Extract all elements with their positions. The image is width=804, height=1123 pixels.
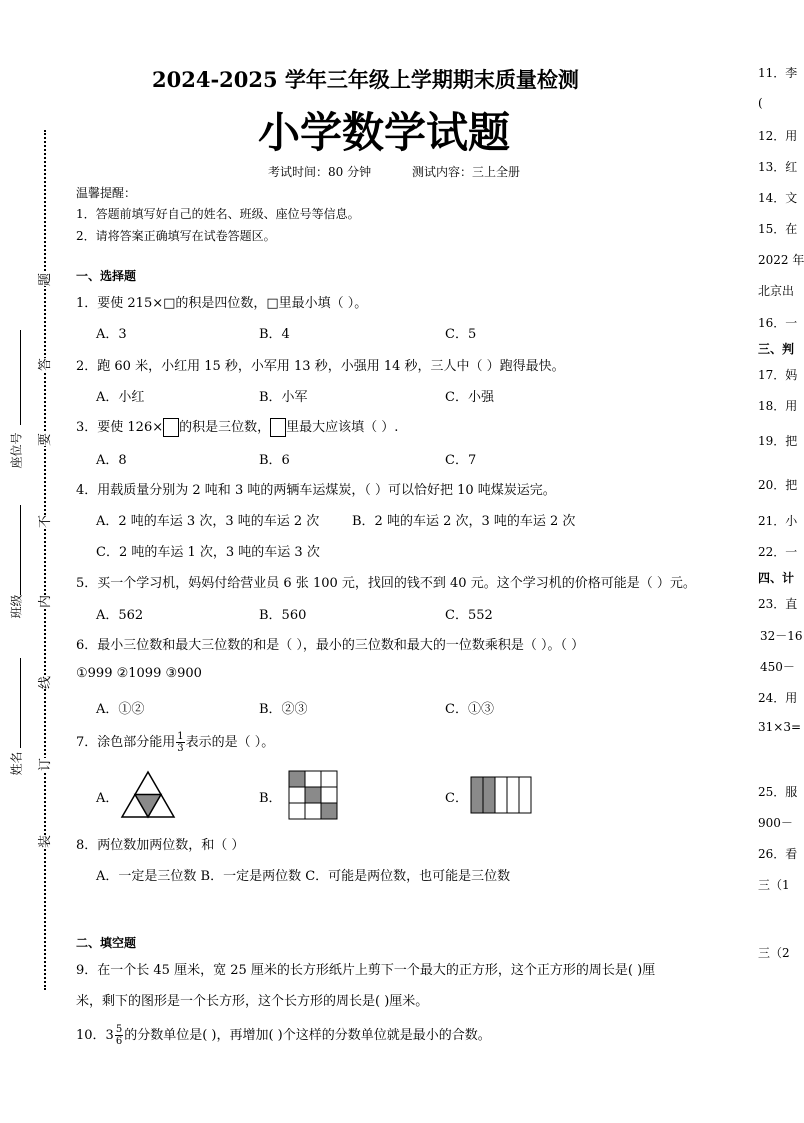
fraction-denominator: 3 bbox=[177, 743, 184, 754]
bar-figure bbox=[470, 776, 532, 814]
tips-heading: 温馨提醒： bbox=[76, 186, 137, 200]
grid-figure bbox=[288, 770, 338, 820]
q1-option-a[interactable]: A．3 bbox=[96, 327, 127, 342]
section-title: 二、填空题 bbox=[76, 936, 137, 950]
q5-option-c[interactable]: C．552 bbox=[445, 608, 493, 623]
right-col-item: 15．在 bbox=[758, 222, 798, 236]
binding-char: 线 bbox=[34, 676, 53, 689]
q10-text-pre: 10．3 bbox=[76, 1028, 114, 1043]
right-col-item: 四、计 bbox=[758, 571, 795, 585]
question-7 bbox=[76, 731, 274, 754]
right-col-item: 16．一 bbox=[758, 316, 798, 330]
question-4: 4．用载质量分别为 2 吨和 3 吨的两辆车运煤炭，（ ）可以恰好把 10 吨煤炭运完。 bbox=[76, 483, 556, 498]
q7-text-post: 表示的是（ ）。 bbox=[185, 735, 275, 750]
right-col-item: 19．把 bbox=[758, 434, 798, 448]
exam-scope: 测试内容：三上全册 bbox=[412, 165, 521, 179]
right-col-item: 13．红 bbox=[758, 160, 798, 174]
right-col-item: 900－ bbox=[758, 816, 793, 830]
right-col-item: 24．用 bbox=[758, 691, 798, 705]
q3-option-b[interactable]: B．6 bbox=[259, 453, 290, 468]
q3-option-a[interactable]: A．8 bbox=[96, 453, 127, 468]
question-9-cont: 米，剩下的图形是一个长方形，这个长方形的周长是( )厘米。 bbox=[76, 994, 429, 1009]
fraction-numerator: 5 bbox=[115, 1024, 123, 1035]
seat-blank-line[interactable] bbox=[20, 330, 21, 425]
q7-option-a[interactable]: A． bbox=[96, 791, 119, 806]
q6-option-b[interactable]: B．②③ bbox=[259, 702, 308, 717]
q7-text-pre: 7．涂色部分能用 bbox=[76, 735, 176, 750]
tip-item: 2．请将答案正确填写在试卷答题区。 bbox=[76, 229, 276, 243]
binding-char: 不 bbox=[34, 515, 53, 528]
fraction bbox=[176, 731, 184, 754]
right-col-item: 31×3= bbox=[758, 720, 802, 734]
triangle-figure bbox=[120, 770, 176, 820]
name-label: 姓名 bbox=[9, 751, 24, 776]
seat-label: 座位号 bbox=[9, 432, 24, 469]
question-8: 8．两位数加两位数，和（ ） bbox=[76, 838, 245, 853]
q2-option-b[interactable]: B．小军 bbox=[259, 390, 308, 405]
class-label: 班级 bbox=[9, 594, 24, 619]
binding-char: 要 bbox=[34, 433, 53, 446]
main-title: 小学数学试题 bbox=[258, 108, 511, 157]
q3-text-post: 里最大应该填（ ）. bbox=[286, 420, 399, 435]
binding-char: 装 bbox=[34, 835, 53, 848]
binding-char: 题 bbox=[34, 273, 53, 286]
fraction-denominator: 6 bbox=[115, 1036, 123, 1047]
q2-option-c[interactable]: C．小强 bbox=[445, 390, 494, 405]
q8-options[interactable]: A．一定是三位数 B．一定是两位数 C．可能是两位数，也可能是三位数 bbox=[96, 869, 511, 884]
answer-box bbox=[270, 418, 286, 437]
q7-option-b[interactable]: B． bbox=[259, 791, 282, 806]
q10-text-post: 的分数单位是( )，再增加( )个这样的分数单位就是最小的合数。 bbox=[124, 1028, 491, 1043]
fraction-numerator: 1 bbox=[177, 731, 184, 742]
right-col-item: 2022 年 bbox=[758, 253, 804, 267]
right-col-item: 26．看 bbox=[758, 847, 798, 861]
right-col-item: 三（1 bbox=[758, 878, 790, 892]
right-col-item: 12．用 bbox=[758, 129, 798, 143]
right-col-item: 17．妈 bbox=[758, 368, 798, 382]
question-2: 2．跑 60 米，小红用 15 秒，小军用 13 秒，小强用 14 秒，三人中（ ）跑得最快。 bbox=[76, 359, 565, 374]
tip-item: 1．答题前填写好自己的姓名、班级、座位号等信息。 bbox=[76, 207, 360, 221]
q2-option-a[interactable]: A．小红 bbox=[96, 390, 145, 405]
right-col-item: 32－16 bbox=[760, 629, 803, 643]
right-col-item: 三、判 bbox=[758, 342, 795, 356]
right-col-item: 25．服 bbox=[758, 785, 798, 799]
question-9: 9．在一个长 45 厘米，宽 25 厘米的长方形纸片上剪下一个最大的正方形，这个正方形的周长是( )厘 bbox=[76, 963, 656, 978]
answer-box bbox=[163, 418, 179, 437]
q7-option-c[interactable]: C． bbox=[445, 791, 468, 806]
right-col-item: 11．李 bbox=[758, 66, 798, 80]
name-blank-line[interactable] bbox=[20, 658, 21, 748]
question-10 bbox=[76, 1024, 491, 1047]
q5-option-a[interactable]: A．562 bbox=[96, 608, 144, 623]
q3-text-mid: 的积是三位数， bbox=[179, 420, 271, 435]
q1-option-b[interactable]: B．4 bbox=[259, 327, 290, 342]
binding-char: 内 bbox=[34, 595, 53, 608]
right-col-item: 18．用 bbox=[758, 399, 798, 413]
class-blank-line[interactable] bbox=[20, 505, 21, 595]
q4-option-b[interactable]: B．2 吨的车运 2 次，3 吨的车运 2 次 bbox=[352, 514, 576, 529]
right-col-item: 20．把 bbox=[758, 478, 798, 492]
right-col-item: 21．小 bbox=[758, 514, 798, 528]
fraction bbox=[115, 1024, 123, 1047]
right-col-item: 22．一 bbox=[758, 545, 798, 559]
right-col-item: ( bbox=[758, 96, 763, 110]
q1-option-c[interactable]: C．5 bbox=[445, 327, 477, 342]
q5-option-b[interactable]: B．560 bbox=[259, 608, 307, 623]
q3-text-pre: 3．要使 126× bbox=[76, 420, 164, 435]
section-title: 一、选择题 bbox=[76, 269, 137, 283]
right-col-item: 450－ bbox=[760, 660, 795, 674]
q4-option-c[interactable]: C．2 吨的车运 1 次，3 吨的车运 3 次 bbox=[96, 545, 320, 560]
q6-option-a[interactable]: A．①② bbox=[96, 702, 145, 717]
question-3 bbox=[76, 416, 398, 437]
q3-option-c[interactable]: C．7 bbox=[445, 453, 477, 468]
binding-line bbox=[44, 130, 46, 990]
question-1: 1．要使 215×□的积是四位数，□里最小填（ ）。 bbox=[76, 296, 368, 311]
right-col-item: 北京出 bbox=[758, 284, 795, 298]
right-col-item: 23．直 bbox=[758, 597, 798, 611]
q6-choices: ①999 ②1099 ③900 bbox=[76, 666, 202, 681]
question-6: 6．最小三位数和最大三位数的和是（ ），最小的三位数和最大的一位数乘积是（ ）。（ ） bbox=[76, 638, 585, 653]
binding-char: 答 bbox=[34, 358, 53, 371]
right-col-item: 三（2 bbox=[758, 946, 790, 960]
exam-time: 考试时间：80 分钟 bbox=[268, 165, 372, 179]
q4-option-a[interactable]: A．2 吨的车运 3 次，3 吨的车运 2 次 bbox=[96, 514, 320, 529]
exam-title: 2024-2025 学年三年级上学期期末质量检测 bbox=[152, 67, 579, 92]
q6-option-c[interactable]: C．①③ bbox=[445, 702, 494, 717]
right-col-item: 14．文 bbox=[758, 191, 798, 205]
question-5: 5．买一个学习机，妈妈付给营业员 6 张 100 元，找回的钱不到 40 元。这个学习机的价格可能是（ ）元。 bbox=[76, 576, 696, 591]
binding-char: 订 bbox=[34, 758, 53, 771]
